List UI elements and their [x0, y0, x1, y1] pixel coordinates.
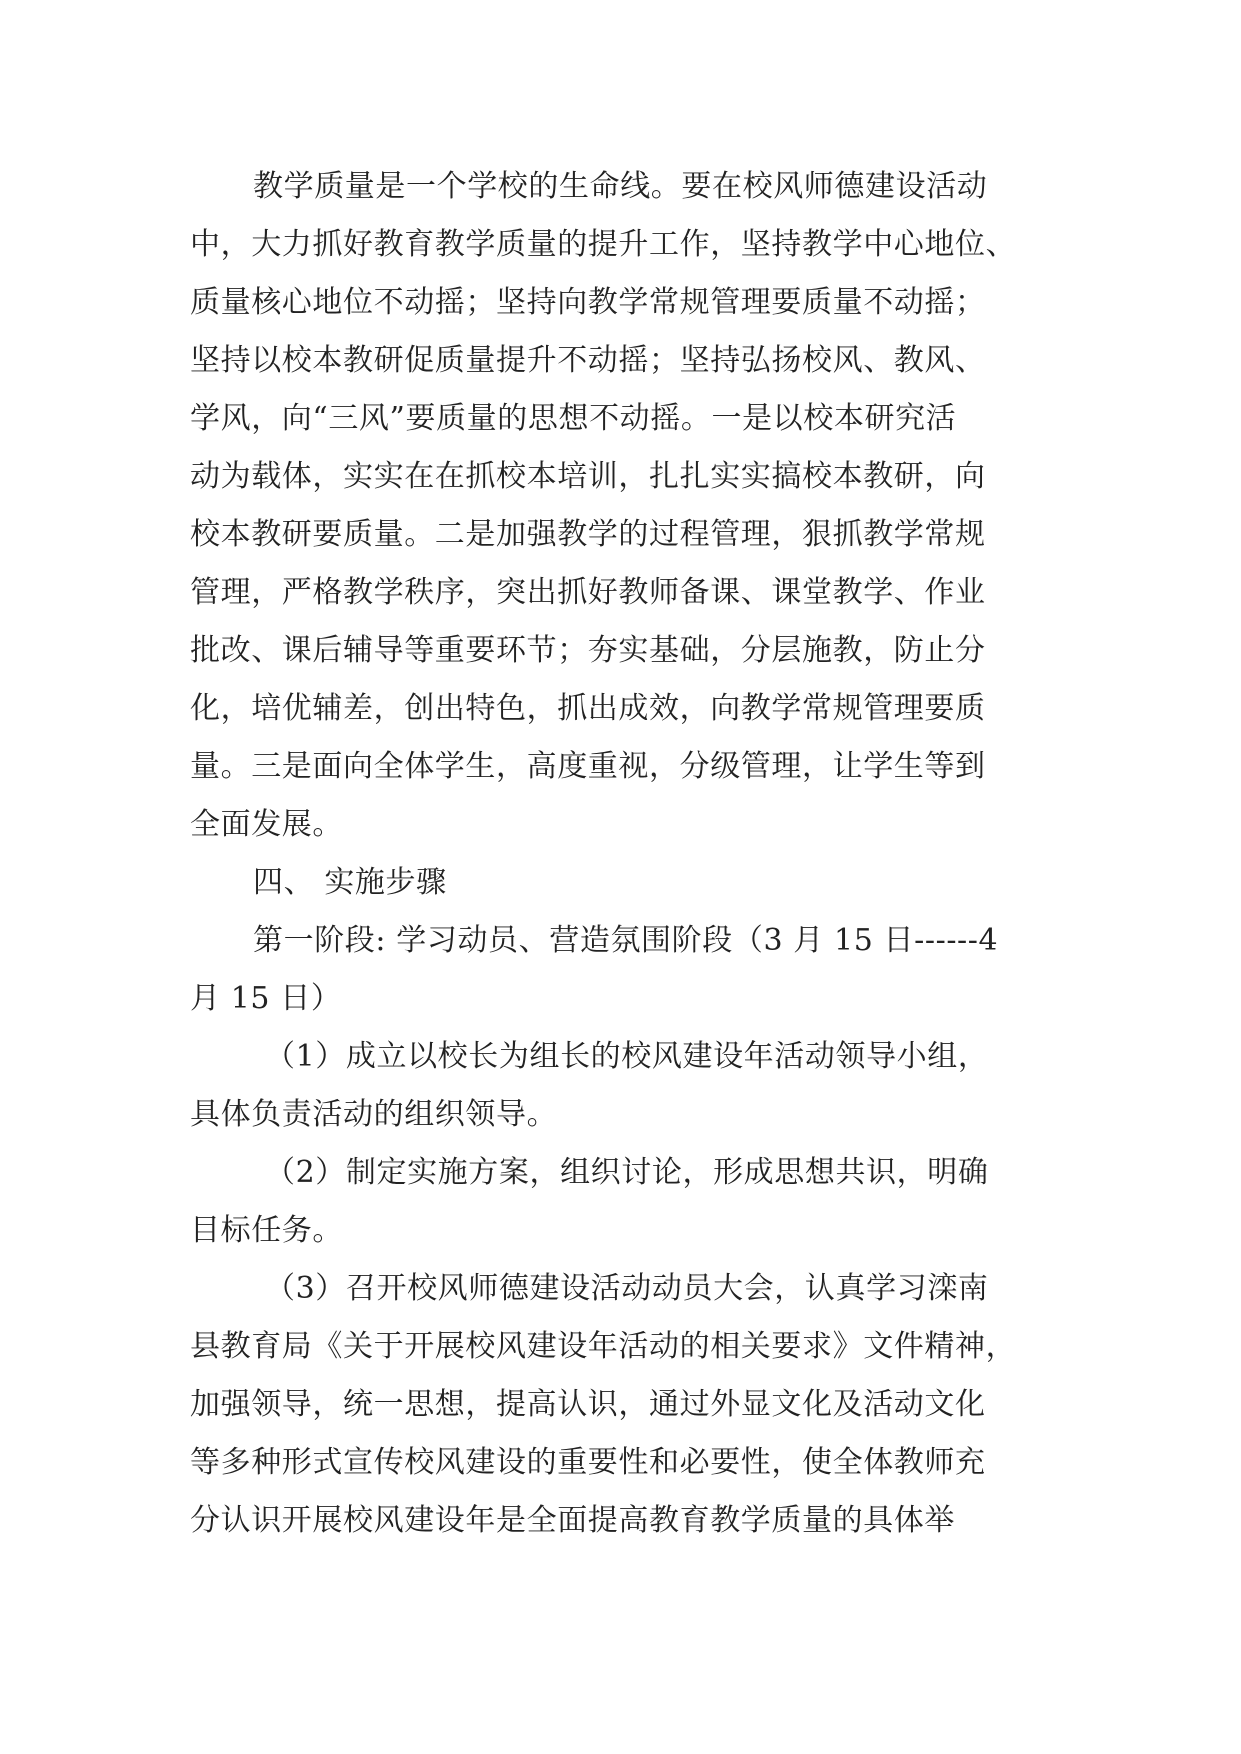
- document-body: [190, 158, 1070, 1550]
- section-heading: 四、 实施步骤: [253, 865, 447, 900]
- paragraph-quality-line: 动为载体，实实在在抓校本培训，扎扎实实搞校本教研，向: [190, 459, 986, 494]
- item-3-line: （3）召开校风师德建设活动动员大会，认真学习滦南: [265, 1271, 989, 1306]
- item-3-line: 等多种形式宣传校风建设的重要性和必要性，使全体教师充: [190, 1445, 986, 1480]
- item-3-line: 县教育局《关于开展校风建设年活动的相关要求》文件精神，: [190, 1329, 1017, 1364]
- paragraph-quality-line: 管理，严格教学秩序，突出抓好教师备课、课堂教学、作业: [190, 575, 986, 610]
- item-3-line: 加强领导，统一思想，提高认识，通过外显文化及活动文化: [190, 1387, 986, 1422]
- paragraph-quality-line: 批改、课后辅导等重要环节；夯实基础，分层施教，防止分: [190, 633, 986, 668]
- paragraph-quality-line: 化，培优辅差，创出特色，抓出成效，向教学常规管理要质: [190, 691, 986, 726]
- item-3-line: 分认识开展校风建设年是全面提高教育教学质量的具体举: [190, 1503, 955, 1538]
- paragraph-quality-line: 全面发展。: [190, 807, 343, 842]
- stage-one-heading-line: 月 15 日）: [190, 981, 342, 1016]
- item-2-line: （2）制定实施方案，组织讨论，形成思想共识，明确: [265, 1155, 989, 1190]
- item-1-line: 具体负责活动的组织领导。: [190, 1097, 558, 1132]
- paragraph-quality-line: 学风，向“三风”要质量的思想不动摇。一是以校本研究活: [190, 401, 957, 436]
- paragraph-quality-line: 教学质量是一个学校的生命线。要在校风师德建设活动: [253, 169, 988, 204]
- paragraph-quality-line: 中，大力抓好教育教学质量的提升工作，坚持教学中心地位、: [190, 227, 1017, 262]
- paragraph-quality-line: 校本教研要质量。二是加强教学的过程管理，狠抓教学常规: [190, 517, 986, 552]
- paragraph-quality-line: 坚持以校本教研促质量提升不动摇；坚持弘扬校风、教风、: [190, 343, 986, 378]
- paragraph-quality-line: 量。三是面向全体学生，高度重视，分级管理，让学生等到: [190, 749, 986, 784]
- paragraph-quality-line: 质量核心地位不动摇；坚持向教学常规管理要质量不动摇；: [190, 285, 986, 320]
- item-1-line: （1）成立以校长为组长的校风建设年活动领导小组，: [265, 1039, 989, 1074]
- stage-one-heading-line: 第一阶段: 学习动员、营造氛围阶段（3 月 15 日------4: [253, 923, 999, 958]
- item-2-line: 目标任务。: [190, 1213, 343, 1248]
